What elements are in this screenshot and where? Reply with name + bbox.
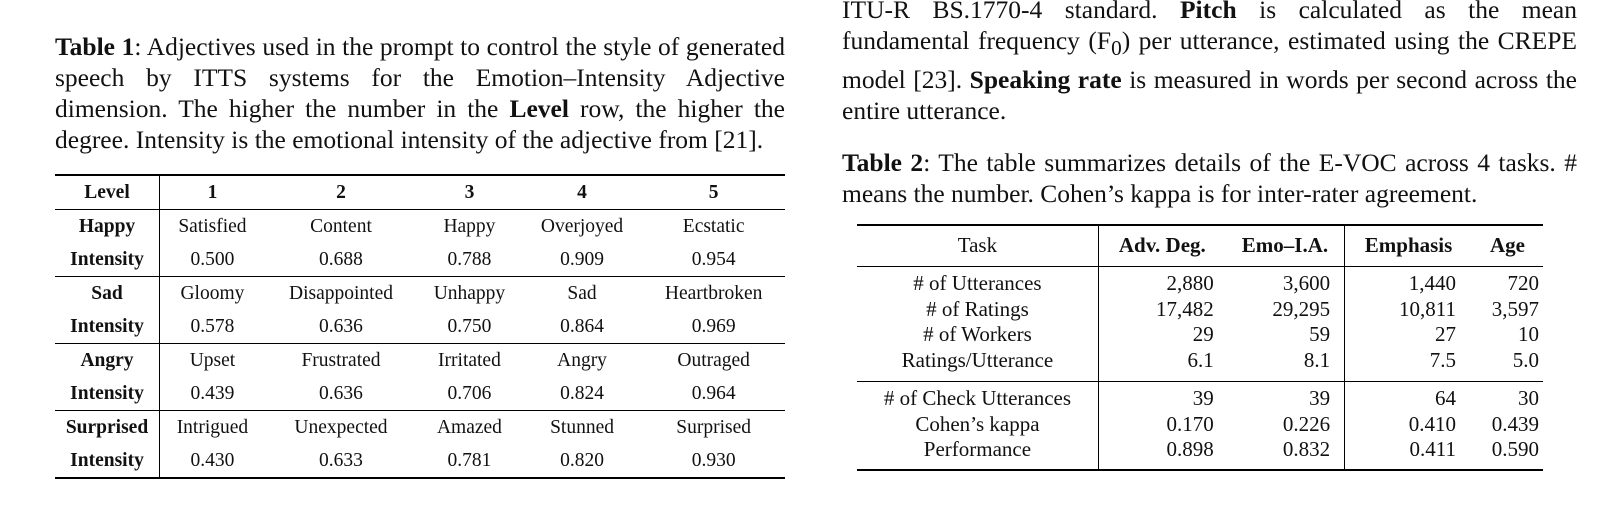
table1-emotion-label: Sad	[55, 277, 160, 311]
table2-value: 0.590	[1491, 437, 1539, 461]
table1-caption-text-before: : Adjectives used in the prompt to control the style of generated speech by ITTS systems for the Emotion–Intensity Adjective dimension. The higher the number in the	[55, 32, 785, 123]
table2-value: 10,811	[1399, 296, 1456, 321]
table1-header-cell: 3	[417, 175, 522, 210]
table2-row-name: Cohen’s kappa	[857, 412, 1098, 438]
table2-value: 39	[1192, 386, 1214, 410]
table1-intensity-label: Intensity	[55, 243, 160, 277]
table2-value: 0.170	[1166, 411, 1214, 436]
table1-adjective-cell: Happy	[443, 216, 496, 237]
table1-intensity-cell: 0.820	[560, 450, 604, 471]
table2-row	[857, 322, 1543, 348]
table2-row	[857, 382, 1543, 412]
table1-intensity-cell: 0.500	[160, 243, 265, 277]
table1-adjective-cell: Disappointed	[289, 283, 393, 304]
table1-caption-bold-word: Level	[509, 94, 569, 123]
table1-emotion-label: Happy	[55, 210, 160, 244]
table1-adjective-cell: Overjoyed	[540, 216, 624, 237]
table1	[55, 174, 785, 479]
table1-adjective-cell: Outraged	[677, 350, 750, 371]
table2-value: 29	[1192, 322, 1214, 346]
table1-header-cell: 2	[265, 175, 417, 210]
table1-adjective-cell: Upset	[189, 350, 236, 371]
table2-row-name: # of Ratings	[857, 297, 1098, 323]
intro-text-2: is calculated as the mean fundamental frequency (F	[842, 0, 1577, 55]
table1-adjective-cell: Surprised	[676, 417, 752, 438]
table2-header-cell: Emphasis	[1345, 225, 1472, 267]
table2-row-name: # of Workers	[857, 322, 1098, 348]
table2-value: 10	[1518, 322, 1539, 346]
table1-caption-label: Table 1	[55, 32, 135, 61]
table1-adjective-cell: Angry	[557, 350, 607, 371]
table1-intensity-cell: 0.688	[265, 243, 417, 277]
table1-adjective-row	[55, 277, 785, 311]
table1-intensity-cell: 0.864	[522, 310, 643, 344]
table1-adjective-cell: Irritated	[438, 350, 501, 371]
table2-header-cell: Adv. Deg.	[1098, 225, 1225, 267]
table1-adjective-cell: Satisfied	[178, 216, 247, 237]
table2-value: 2,880	[1166, 271, 1214, 295]
table1-intensity-row	[55, 243, 785, 277]
table1-intensity-cell: 0.636	[265, 377, 417, 411]
table1-header-cell: Level	[55, 175, 160, 210]
table1-intensity-cell: 0.578	[160, 310, 265, 344]
intro-rate-term: Speaking rate	[969, 65, 1122, 95]
table1-header-cell: 4	[522, 175, 643, 210]
table2-value: 0.226	[1226, 412, 1345, 438]
intro-text-1: ITU-R BS.1770-4 standard.	[842, 0, 1180, 24]
table2-value: 8.1	[1226, 348, 1345, 382]
table1-adjective-cell: Unhappy	[433, 283, 506, 304]
table2	[857, 224, 1543, 471]
table2-value: 720	[1507, 271, 1539, 295]
table2-row-name: # of Check Utterances	[857, 382, 1098, 412]
table2-value: 64	[1435, 386, 1456, 410]
table2-value: 27	[1435, 322, 1456, 346]
intro-text-3: ) per utterance, estimated using the CREPE model [23].	[842, 26, 1578, 95]
table2-value: 3,597	[1491, 296, 1539, 321]
intro-text-4: is measured in words per second across the entire utterance.	[842, 65, 1577, 126]
table2-value: 6.1	[1098, 348, 1225, 382]
table1-adjective-cell: Unexpected	[294, 417, 388, 438]
table1-intensity-cell: 0.824	[522, 377, 643, 411]
table1-emotion-label: Surprised	[55, 411, 160, 445]
table2-value: 3,600	[1226, 267, 1345, 297]
table2-header-cell: Age	[1472, 225, 1543, 267]
table2-row	[857, 267, 1543, 297]
table1-intensity-row	[55, 377, 785, 411]
table2-value: 5.0	[1472, 348, 1543, 382]
table2-header-row	[857, 225, 1543, 267]
table1-adjective-cell: Content	[310, 216, 372, 237]
table2-row	[857, 437, 1543, 470]
table2-value: 0.411	[1409, 437, 1456, 461]
table2-caption-label: Table 2	[842, 148, 924, 177]
table2-value: 1,440	[1408, 271, 1456, 295]
intro-subscript: 0	[1111, 36, 1122, 61]
intro-paragraph	[842, 0, 1577, 126]
table2-caption	[842, 147, 1577, 209]
table1-adjective-row	[55, 411, 785, 445]
table1-intensity-cell: 0.750	[417, 310, 522, 344]
table1-intensity-cell: 0.954	[642, 243, 785, 277]
table2-value: 7.5	[1345, 348, 1472, 382]
table1-intensity-label: Intensity	[55, 377, 160, 411]
table1-adjective-cell: Intrigued	[176, 417, 249, 438]
table2-row	[857, 412, 1543, 438]
table2-header-task: Task	[857, 225, 1098, 267]
table1-intensity-cell: 0.439	[160, 377, 265, 411]
table2-value: 0.832	[1226, 437, 1345, 470]
table2-row-name: # of Utterances	[857, 267, 1098, 297]
table2-value: 30	[1518, 386, 1539, 410]
table1-adjective-cell: Ecstatic	[682, 216, 745, 237]
table1-adjective-cell: Sad	[567, 283, 597, 304]
table2-value: 0.410	[1408, 411, 1456, 436]
table2-header-cell: Emo–I.A.	[1226, 225, 1345, 267]
table1-intensity-cell: 0.969	[642, 310, 785, 344]
table2-value: 59	[1226, 322, 1345, 348]
table1-adjective-row	[55, 210, 785, 244]
table2-row	[857, 348, 1543, 382]
table2-row-name: Ratings/Utterance	[857, 348, 1098, 382]
table1-adjective-cell: Heartbroken	[664, 283, 763, 304]
table1-header-row	[55, 175, 785, 210]
table1-header-cell: 5	[642, 175, 785, 210]
table1-adjective-cell: Amazed	[436, 417, 502, 438]
table2-caption-text: : The table summarizes details of the E-VOC across 4 tasks. # means the number. Cohen’s kappa is for inter-rater agreement.	[842, 148, 1577, 208]
table1-intensity-cell: 0.788	[417, 243, 522, 277]
table1-intensity-cell: 0.909	[522, 243, 643, 277]
table1-adjective-cell: Gloomy	[180, 283, 245, 304]
table1-caption-text-after: row, the higher the degree. Intensity is the emotional intensity of the adjective from [21].	[55, 94, 786, 154]
table1-intensity-cell: 0.636	[265, 310, 417, 344]
table1-caption	[55, 31, 785, 155]
table1-intensity-row	[55, 310, 785, 344]
table2-row	[857, 297, 1543, 323]
table1-intensity-label: Intensity	[55, 444, 160, 478]
table1-intensity-cell: 0.706	[417, 377, 522, 411]
table2-value: 17,482	[1156, 296, 1214, 321]
table1-emotion-label: Angry	[55, 344, 160, 378]
table1-intensity-cell: 0.430	[190, 450, 235, 471]
table2-value: 0.898	[1166, 437, 1214, 461]
table1-intensity-label: Intensity	[55, 310, 160, 344]
table2-value: 29,295	[1226, 297, 1345, 323]
table1-adjective-cell: Frustrated	[301, 350, 381, 371]
intro-pitch-term: Pitch	[1179, 0, 1237, 24]
table1-intensity-cell: 0.930	[691, 450, 736, 471]
table1-header-cell: 1	[160, 175, 265, 210]
table1-intensity-cell: 0.964	[642, 377, 785, 411]
table1-intensity-cell: 0.633	[319, 450, 363, 471]
table1-intensity-cell: 0.781	[447, 450, 492, 471]
table1-adjective-cell: Stunned	[550, 417, 614, 438]
table2-value: 0.439	[1491, 411, 1539, 436]
table2-value: 39	[1226, 382, 1345, 412]
table1-adjective-row	[55, 344, 785, 378]
table2-row-name: Performance	[857, 437, 1098, 470]
table1-intensity-row	[55, 444, 785, 478]
